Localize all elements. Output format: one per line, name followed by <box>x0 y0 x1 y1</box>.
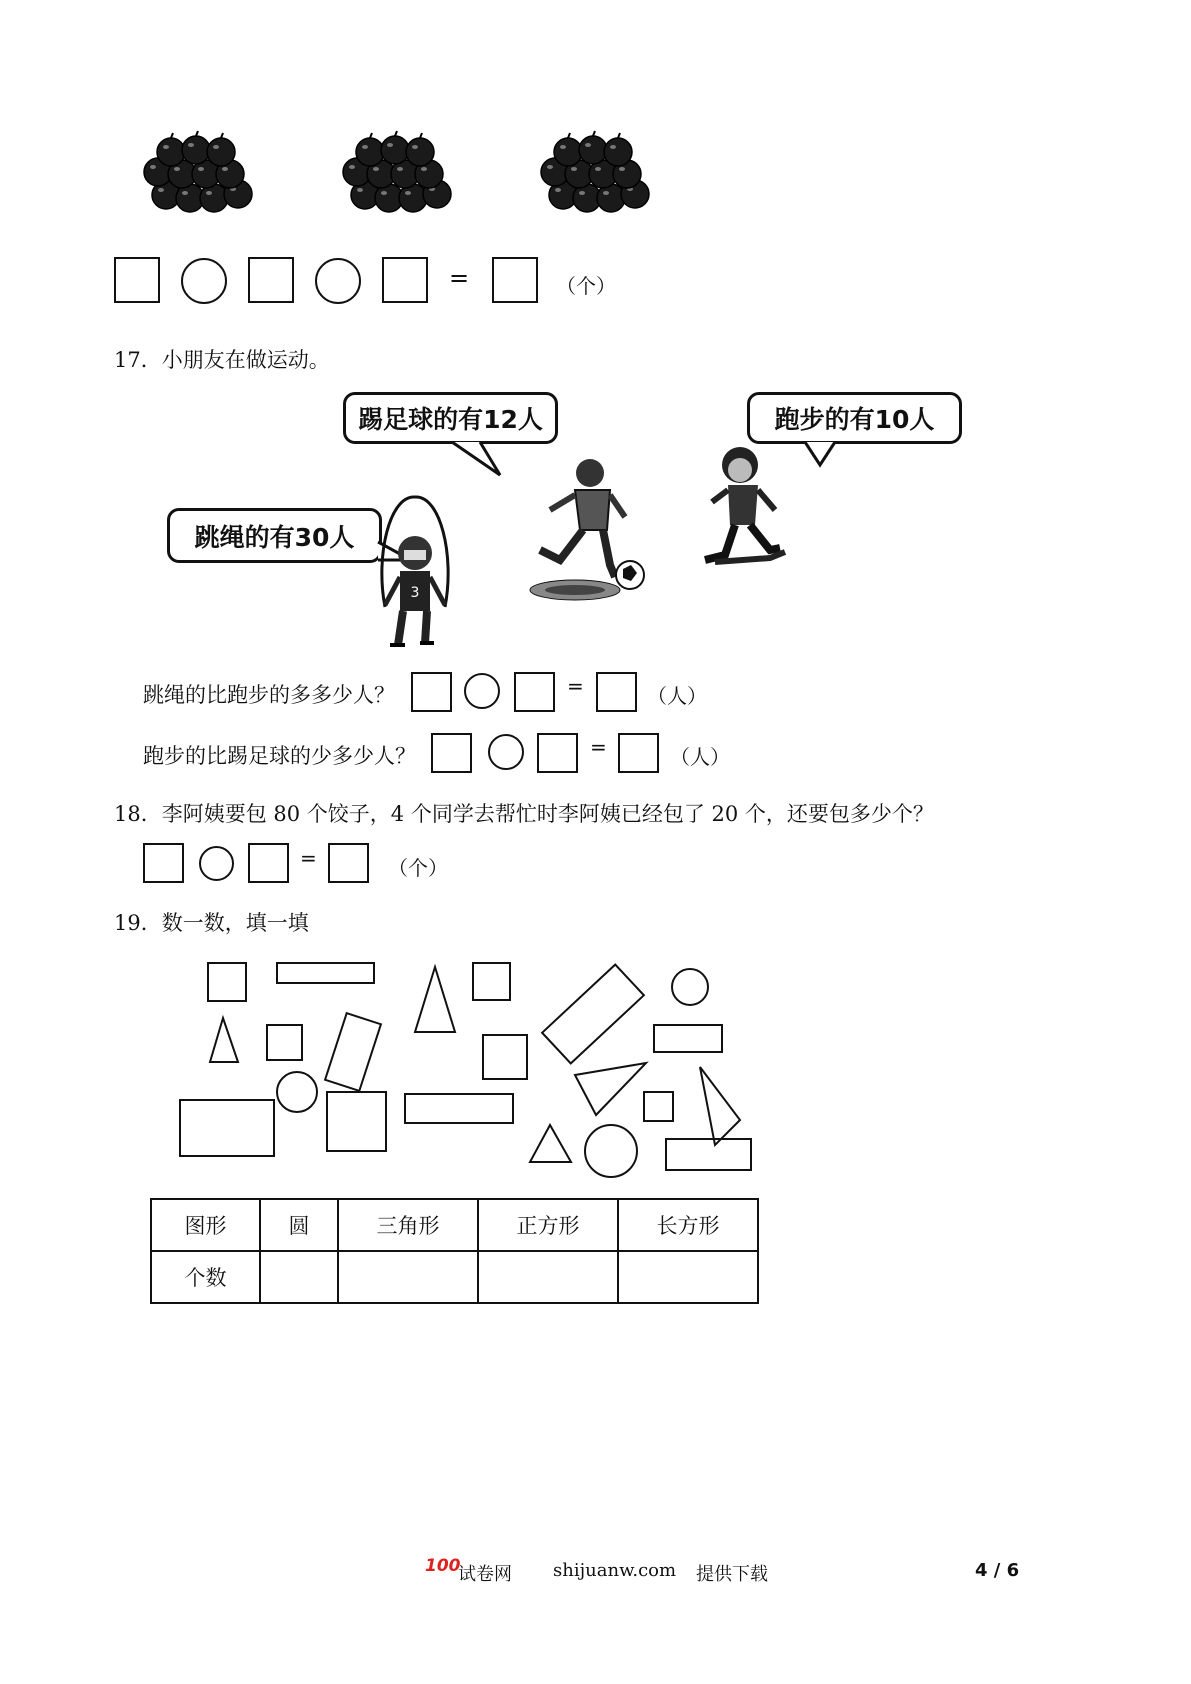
q18-unit: （个） <box>388 856 448 880</box>
table-header-cell: 圆 <box>260 1199 338 1251</box>
shape-rectangle <box>180 1100 274 1156</box>
q17-line1-result-box[interactable] <box>596 672 637 712</box>
shape-square <box>327 1092 386 1151</box>
q17-line2-equals: = <box>590 735 607 759</box>
operator-circle-2[interactable] <box>315 258 361 304</box>
apple-pile-illustrations <box>140 130 700 220</box>
count-cell-rectangle[interactable] <box>618 1251 758 1303</box>
result-box[interactable] <box>492 257 538 303</box>
speech-bubble-rope: 跳绳的有30人 <box>167 508 382 563</box>
shape-rectangle <box>405 1094 513 1123</box>
page-number: 4 / 6 <box>975 1560 1020 1581</box>
shape-square <box>644 1092 673 1121</box>
table-row-label: 个数 <box>151 1251 260 1303</box>
jersey-number: 3 <box>410 585 420 601</box>
table-header-row <box>151 1199 758 1251</box>
soccer-player-illustration <box>515 455 655 605</box>
q17-line1-operator-circle[interactable] <box>464 673 500 709</box>
footer-logo: 100 <box>425 1556 461 1576</box>
count-cell-square[interactable] <box>478 1251 618 1303</box>
shape-rectangle <box>325 1013 381 1091</box>
q17-line1-unit: （人） <box>647 684 707 708</box>
bubble-tail-soccer <box>450 440 510 480</box>
answer-box-1[interactable] <box>114 257 160 303</box>
apple-pile-1 <box>144 131 252 212</box>
question-19-title: 19．数一数，填一填 <box>114 911 309 935</box>
footer-site-name: 试卷网 <box>458 1564 512 1585</box>
shape-square <box>208 963 246 1001</box>
q18-result-box[interactable] <box>328 843 369 883</box>
shape-triangle <box>210 1018 238 1062</box>
shape-triangle <box>575 1063 646 1115</box>
shape-rectangle <box>542 965 644 1064</box>
shapes-collection <box>170 955 770 1185</box>
table-header-cell: 长方形 <box>618 1199 758 1251</box>
q17-line1-equals: = <box>567 674 584 698</box>
question-17-line1-text: 跳绳的比跑步的多多少人？ <box>143 683 395 707</box>
shape-circle <box>672 969 708 1005</box>
count-cell-circle[interactable] <box>260 1251 338 1303</box>
q17-line2-result-box[interactable] <box>618 733 659 773</box>
shape-rectangle <box>666 1139 751 1170</box>
q18-box-2[interactable] <box>248 843 289 883</box>
shape-triangle <box>530 1125 571 1162</box>
running-child-illustration <box>700 440 800 575</box>
footer-domain-link[interactable]: shijuanw.com <box>553 1560 677 1581</box>
speech-bubble-soccer: 踢足球的有12人 <box>343 392 558 444</box>
rope-skipping-child-illustration <box>370 495 460 655</box>
q17-line1-box-1[interactable] <box>411 672 452 712</box>
shape-rectangle <box>654 1025 722 1052</box>
footer-tagline: 提供下载 <box>696 1564 768 1585</box>
bubble-tail-running <box>800 440 850 470</box>
shape-circle <box>277 1072 317 1112</box>
equals-sign: = <box>449 264 470 292</box>
shape-count-table <box>150 1198 759 1304</box>
shape-square <box>473 963 510 1000</box>
question-17-line2-text: 跑步的比踢足球的少多少人？ <box>143 744 416 768</box>
q18-operator-circle[interactable] <box>199 846 234 881</box>
operator-circle-1[interactable] <box>181 258 227 304</box>
shape-rectangle <box>277 963 374 983</box>
apple-pile-2 <box>343 131 451 212</box>
table-header-cell: 正方形 <box>478 1199 618 1251</box>
answer-box-3[interactable] <box>382 257 428 303</box>
shape-square <box>267 1025 302 1060</box>
unit-label: （个） <box>556 274 616 298</box>
q17-line2-box-1[interactable] <box>431 733 472 773</box>
q17-line1-box-2[interactable] <box>514 672 555 712</box>
answer-box-2[interactable] <box>248 257 294 303</box>
shape-triangle <box>700 1067 740 1145</box>
shape-circle <box>585 1125 637 1177</box>
q17-line2-box-2[interactable] <box>537 733 578 773</box>
q18-equals: = <box>300 846 317 870</box>
shape-triangle <box>415 967 455 1032</box>
apple-pile-3 <box>541 131 649 212</box>
shape-square <box>483 1035 527 1079</box>
speech-bubble-running: 跑步的有10人 <box>747 392 962 444</box>
question-18-text: 18．李阿姨要包 80 个饺子，4 个同学去帮忙时李阿姨已经包了 20 个，还要包多少个？ <box>114 802 934 826</box>
q18-box-1[interactable] <box>143 843 184 883</box>
q17-line2-unit: （人） <box>670 745 730 769</box>
q17-line2-operator-circle[interactable] <box>488 734 524 770</box>
question-17-title: 17．小朋友在做运动。 <box>114 348 330 372</box>
table-row <box>151 1251 758 1303</box>
table-header-cell: 三角形 <box>338 1199 478 1251</box>
count-cell-triangle[interactable] <box>338 1251 478 1303</box>
table-header-cell: 图形 <box>151 1199 260 1251</box>
